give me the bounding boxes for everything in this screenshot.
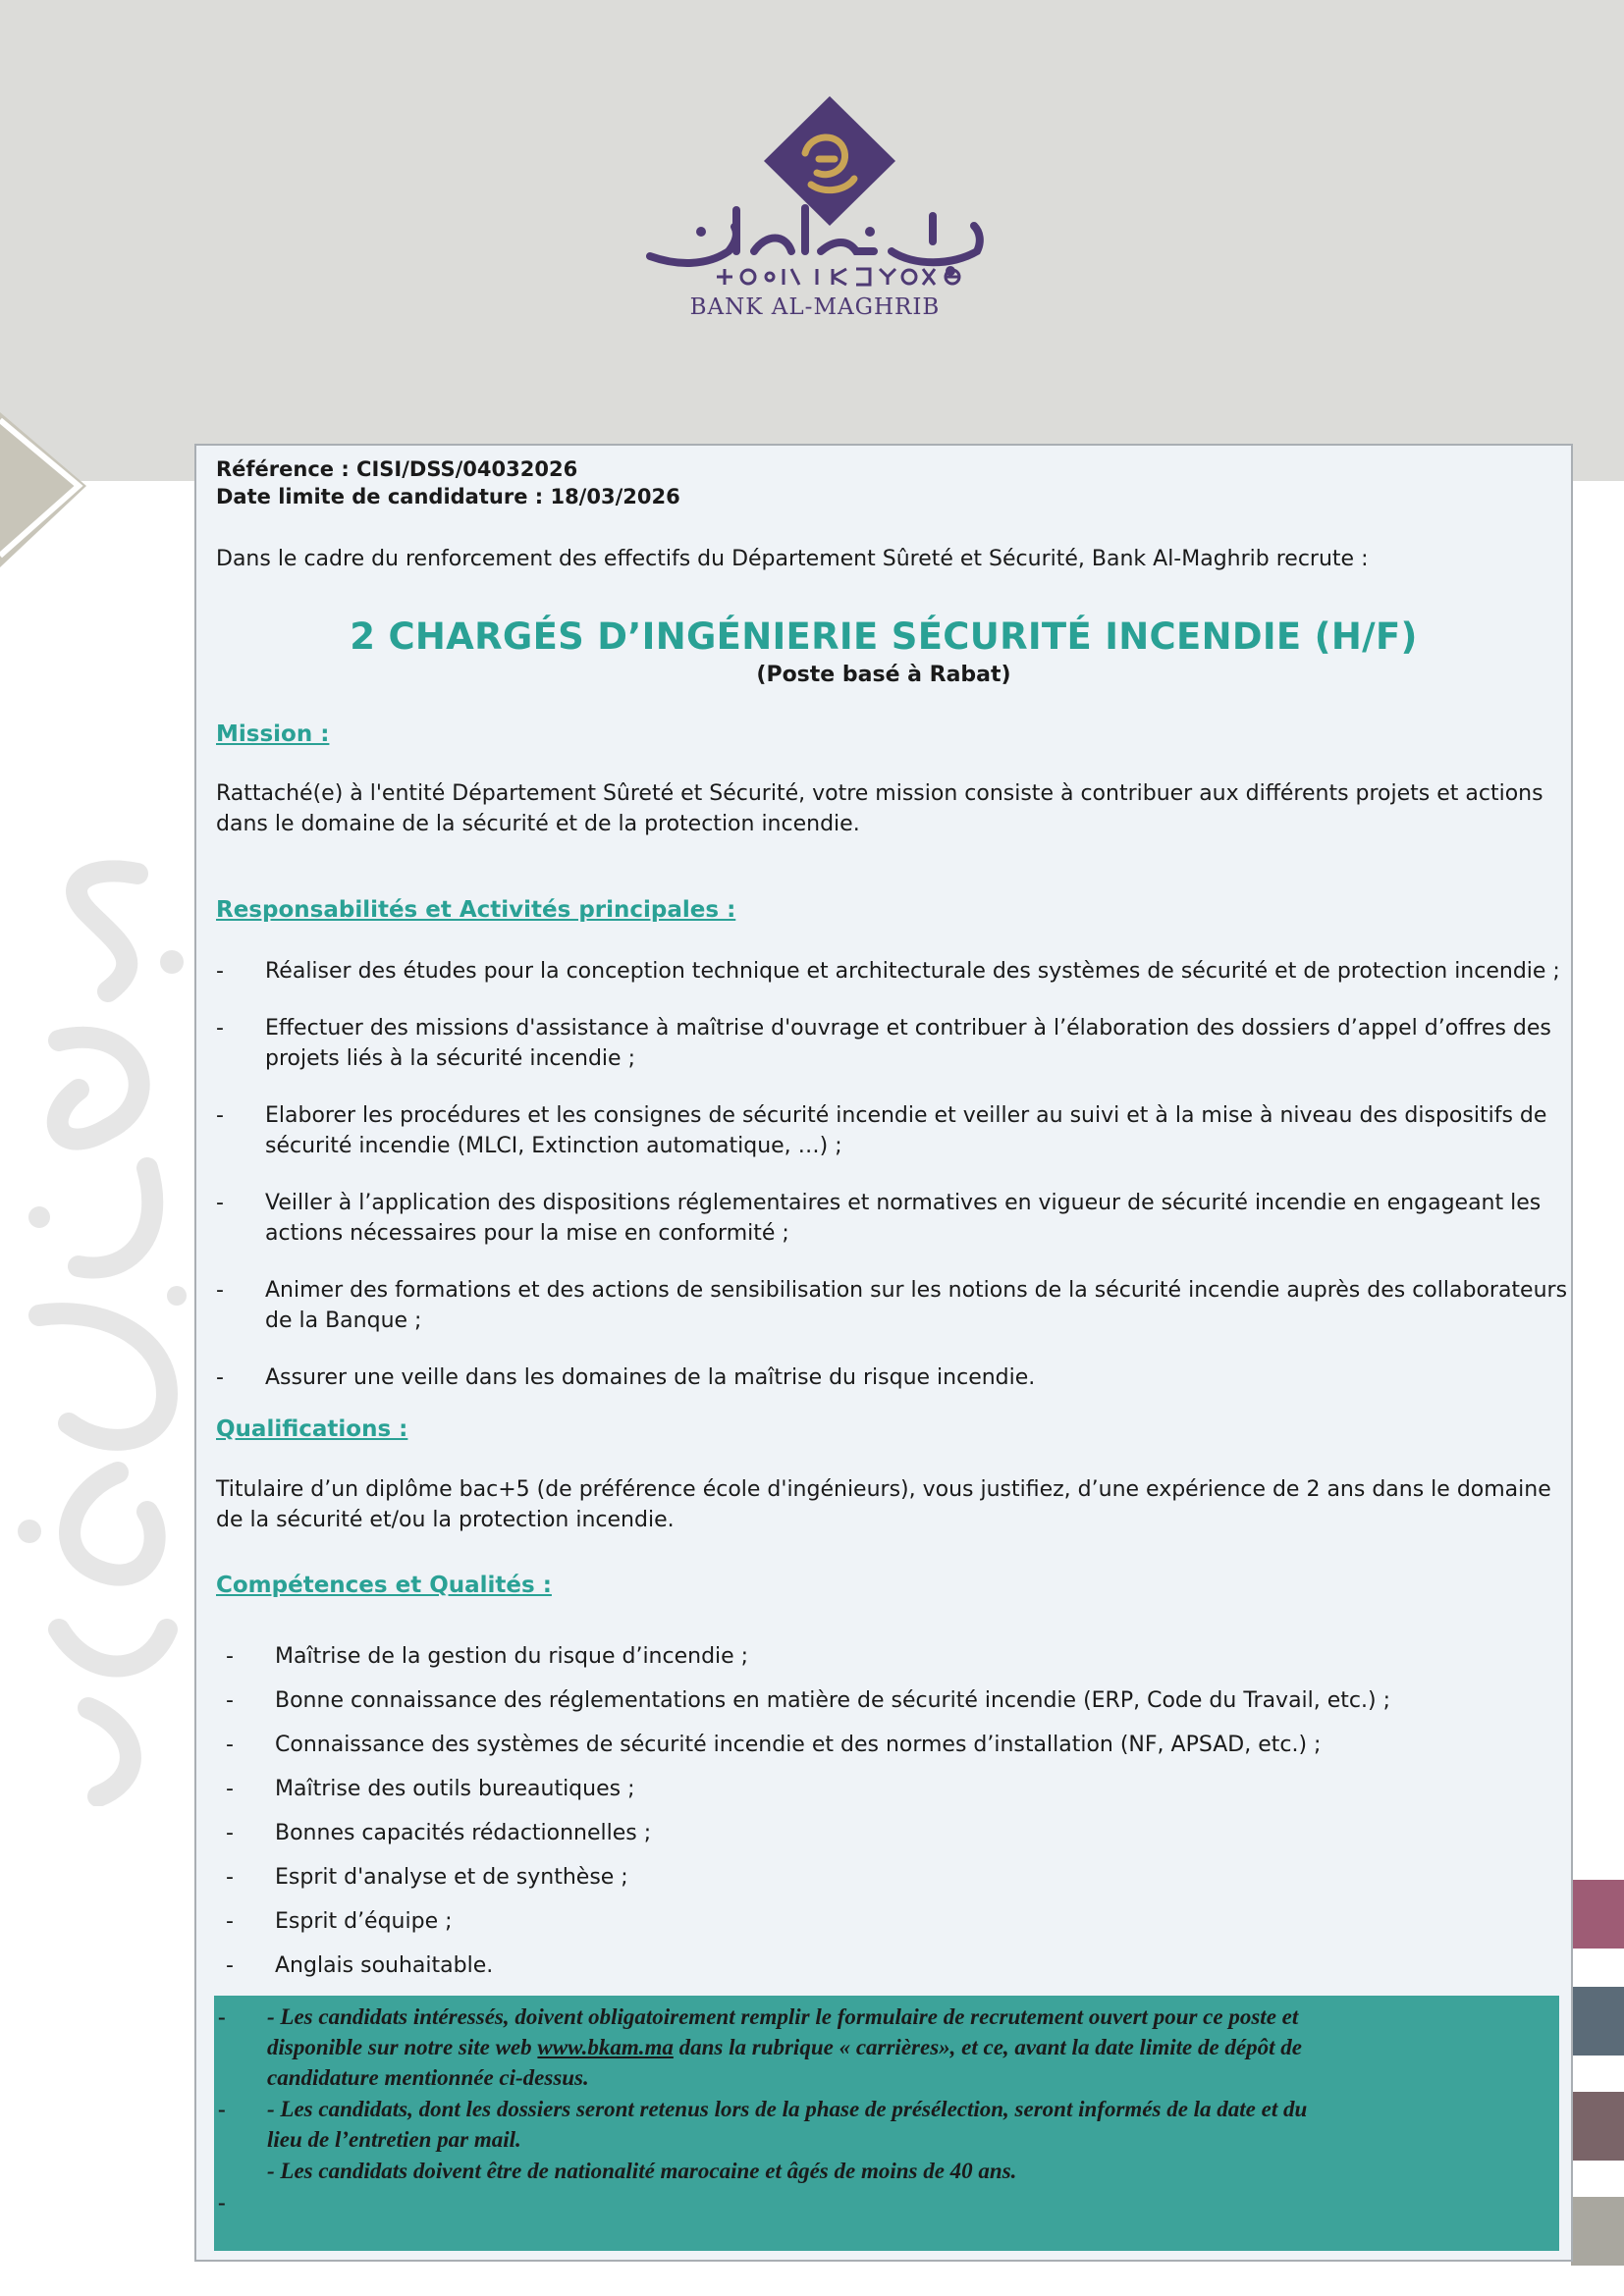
bank-logo [638, 94, 992, 330]
intro-text: Dans le cadre du renforcement des effectifs du Département Sûreté et Sécurité, Bank Al-Maghrib recrute : [216, 547, 1369, 571]
logo-emblem-icon [638, 94, 992, 300]
mission-text: Rattaché(e) à l'entité Département Sûreté et Sécurité, votre mission consiste à contribuer aux différents projets et actions dans le domaine de la sécurité et de la protection incendie. [216, 781, 1543, 836]
side-tab-1 [1571, 1880, 1624, 1949]
decorative-arrow-shape [0, 0, 98, 589]
list-item: - Esprit d’équipe ; [226, 1909, 453, 1934]
job-title: 2 CHARGÉS D’INGÉNIERIE SÉCURITÉ INCENDIE (H/F) [350, 615, 1418, 658]
responsibilities-list [216, 956, 1571, 1419]
list-item: - Animer des formations et des actions de sensibilisation sur les notions de la sécurité incendie auprès des collaborateurs de la Banque ; [216, 1278, 1568, 1333]
side-tab-2 [1571, 1987, 1624, 2056]
qualifications-heading: Qualifications : [216, 1416, 408, 1442]
job-location: (Poste basé à Rabat) [756, 663, 1011, 687]
responsibilities-heading: Responsabilités et Activités principales : [216, 897, 736, 923]
calligraphy-watermark [0, 844, 206, 1806]
mission-heading: Mission : [216, 721, 330, 747]
list-item: - Anglais souhaitable. [226, 1953, 494, 1978]
list-item: - Bonnes capacités rédactionnelles ; [226, 1821, 652, 1845]
list-item: - Elaborer les procédures et les consignes de sécurité incendie et veiller au suivi et à la mise à niveau des dispositifs de sécurité incendie (MLCI, Extinction automatique, …) ; [216, 1103, 1547, 1158]
competences-list [226, 1642, 1561, 1996]
notice-line: lieu de l’entretien par mail. [267, 2127, 521, 2152]
list-item: - Connaissance des systèmes de sécurité incendie et des normes d’installation (NF, APSAD, etc.) ; [226, 1733, 1322, 1757]
competences-heading: Compétences et Qualités : [216, 1573, 552, 1598]
list-item: - Assurer une veille dans les domaines de la maîtrise du risque incendie. [216, 1365, 1036, 1390]
list-item: - Maîtrise de la gestion du risque d’incendie ; [226, 1644, 749, 1669]
notice-bullet: - [218, 2190, 226, 2215]
list-item: - Effectuer des missions d'assistance à maîtrise d'ouvrage et contribuer à l’élaboration des dossiers d’appel d’offres des projets liés à la sécurité incendie ; [216, 1016, 1551, 1071]
list-item: - Réaliser des études pour la conception technique et architecturale des systèmes de sécurité et de protection incendie ; [216, 959, 1560, 984]
side-tab-4 [1571, 2197, 1624, 2266]
notice-bullet: - [218, 2004, 226, 2029]
notice-line: disponible sur notre site web www.bkam.ma dans la rubrique « carrières», et ce, avant la date limite de dépôt de [267, 2035, 1302, 2059]
application-notice [214, 1996, 1559, 2251]
application-deadline: Date limite de candidature : 18/03/2026 [216, 485, 680, 508]
notice-line: - Les candidats doivent être de nationalité marocaine et âgés de moins de 40 ans. [267, 2159, 1017, 2183]
list-item: - Esprit d'analyse et de synthèse ; [226, 1865, 628, 1890]
reference-number: Référence : CISI/DSS/04032026 [216, 457, 578, 481]
notice-bullet: - [218, 2097, 226, 2121]
notice-line: candidature mentionnée ci-dessus. [267, 2065, 589, 2090]
side-tab-3 [1571, 2092, 1624, 2161]
list-item: - Bonne connaissance des réglementations en matière de sécurité incendie (ERP, Code du Travail, etc.) ; [226, 1688, 1390, 1713]
website-link[interactable]: www.bkam.ma [537, 2035, 674, 2059]
list-item: - Maîtrise des outils bureautiques ; [226, 1777, 635, 1801]
reference-block [216, 455, 680, 510]
notice-line: - Les candidats, dont les dossiers seront retenus lors de la phase de présélection, seront informés de la date et du [267, 2097, 1308, 2121]
notice-line: - Les candidats intéressés, doivent obligatoirement remplir le formulaire de recrutement ouvert pour ce poste et [267, 2004, 1299, 2029]
list-item: - Veiller à l’application des dispositions réglementaires et normatives en vigueur de sécurité incendie en engageant les actions nécessaires pour la mise en conformité ; [216, 1191, 1542, 1246]
qualifications-text: Titulaire d’un diplôme bac+5 (de préférence école d'ingénieurs), vous justifiez, d’une expérience de 2 ans dans le domaine de la sécurité et/ou la protection incendie. [216, 1477, 1551, 1532]
logo-latin-name: BANK AL-MAGHRIB [689, 294, 941, 320]
